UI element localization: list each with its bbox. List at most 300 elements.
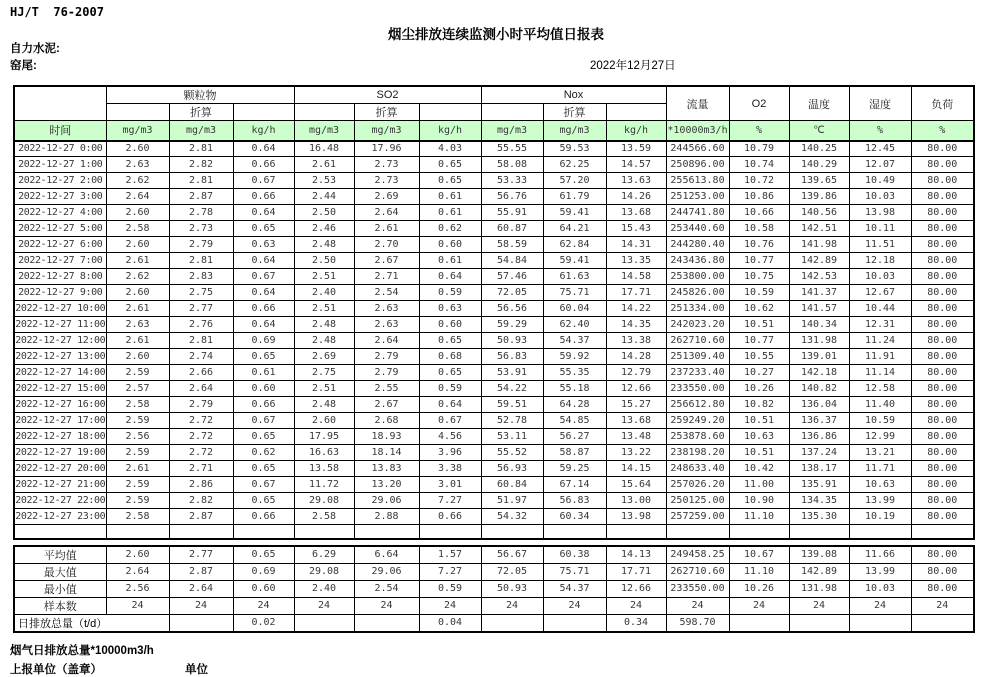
value-cell: 2.68 — [354, 413, 419, 429]
value-cell: 2.87 — [169, 509, 233, 525]
value-cell: 139.86 — [789, 189, 849, 205]
value-cell: 6.64 — [354, 546, 419, 564]
value-cell: 2.58 — [106, 397, 169, 413]
value-cell — [294, 614, 354, 632]
value-cell: 53.91 — [481, 365, 543, 381]
value-cell: 140.29 — [789, 157, 849, 173]
time-cell: 2022-12-27 21:00 — [14, 477, 106, 493]
time-cell: 2022-12-27 5:00 — [14, 221, 106, 237]
value-cell: 0.63 — [419, 301, 481, 317]
value-cell: 2.73 — [169, 221, 233, 237]
value-cell: 0.02 — [233, 614, 294, 632]
value-cell: 141.57 — [789, 301, 849, 317]
value-cell: 10.26 — [729, 381, 789, 397]
table-row — [14, 477, 974, 493]
value-cell: 14.35 — [606, 317, 666, 333]
time-cell: 2022-12-27 18:00 — [14, 429, 106, 445]
value-cell: 24 — [666, 597, 729, 614]
value-cell: 80.00 — [911, 429, 974, 445]
value-cell: 62.40 — [543, 317, 606, 333]
time-cell: 2022-12-27 13:00 — [14, 349, 106, 365]
value-cell: 0.68 — [419, 349, 481, 365]
value-cell: 55.91 — [481, 205, 543, 221]
value-cell: 10.63 — [849, 477, 911, 493]
value-cell: 59.29 — [481, 317, 543, 333]
value-cell: 59.25 — [543, 461, 606, 477]
value-cell: 2.60 — [106, 141, 169, 157]
unit-cell: ℃ — [789, 121, 849, 141]
value-cell: 2.61 — [294, 157, 354, 173]
value-cell: 0.60 — [419, 317, 481, 333]
value-cell: 2.63 — [106, 317, 169, 333]
table-row — [14, 301, 974, 317]
value-cell: 80.00 — [911, 563, 974, 580]
value-cell: 142.89 — [789, 253, 849, 269]
value-cell: 64.28 — [543, 397, 606, 413]
value-cell: 2.79 — [354, 365, 419, 381]
unit-cell: mg/m3 — [106, 121, 169, 141]
value-cell: 13.20 — [354, 477, 419, 493]
value-cell — [911, 614, 974, 632]
value-cell: 24 — [481, 597, 543, 614]
value-cell: 11.10 — [729, 509, 789, 525]
unit-cell: mg/m3 — [169, 121, 233, 141]
value-cell: 80.00 — [911, 493, 974, 509]
units-row — [14, 121, 974, 141]
value-cell: 2.75 — [294, 365, 354, 381]
value-cell: 80.00 — [911, 333, 974, 349]
value-cell: 13.98 — [849, 205, 911, 221]
value-cell: 139.65 — [789, 173, 849, 189]
value-cell: 60.34 — [543, 509, 606, 525]
empty-row — [14, 525, 974, 539]
value-cell: 2.40 — [294, 285, 354, 301]
value-cell: 0.66 — [233, 189, 294, 205]
value-cell: 14.31 — [606, 237, 666, 253]
flow-total-note: 烟气日排放总量*10000m3/h — [10, 645, 154, 657]
table-row — [14, 461, 974, 477]
value-cell: 0.67 — [233, 269, 294, 285]
value-cell: 17.71 — [606, 563, 666, 580]
value-cell: 11.40 — [849, 397, 911, 413]
time-cell: 2022-12-27 8:00 — [14, 269, 106, 285]
table-row — [14, 429, 974, 445]
value-cell: 136.04 — [789, 397, 849, 413]
value-cell: 0.69 — [233, 563, 294, 580]
value-cell: 14.58 — [606, 269, 666, 285]
value-cell: 13.83 — [354, 461, 419, 477]
value-cell: 0.65 — [419, 173, 481, 189]
value-cell: 0.65 — [233, 461, 294, 477]
value-cell — [481, 614, 543, 632]
value-cell: 12.67 — [849, 285, 911, 301]
value-cell: 11.71 — [849, 461, 911, 477]
table-row — [14, 413, 974, 429]
value-cell: 2.59 — [106, 493, 169, 509]
value-cell: 80.00 — [911, 365, 974, 381]
value-cell: 2.73 — [354, 173, 419, 189]
value-cell: 80.00 — [911, 461, 974, 477]
value-cell: 15.27 — [606, 397, 666, 413]
table-row — [14, 317, 974, 333]
unit-cell: kg/h — [419, 121, 481, 141]
value-cell: 136.86 — [789, 429, 849, 445]
value-cell: 10.76 — [729, 237, 789, 253]
value-cell: 2.62 — [106, 269, 169, 285]
value-cell: 13.63 — [606, 173, 666, 189]
value-cell: 0.69 — [233, 333, 294, 349]
value-cell: 0.64 — [419, 397, 481, 413]
value-cell: 6.29 — [294, 546, 354, 564]
value-cell: 24 — [911, 597, 974, 614]
value-cell: 13.38 — [606, 333, 666, 349]
value-cell: 12.18 — [849, 253, 911, 269]
value-cell: 0.66 — [233, 509, 294, 525]
value-cell: 13.35 — [606, 253, 666, 269]
time-cell: 2022-12-27 11:00 — [14, 317, 106, 333]
unit-cell: *10000m3/h — [666, 121, 729, 141]
value-cell: 29.06 — [354, 493, 419, 509]
summary-row — [14, 597, 974, 614]
value-cell: 29.08 — [294, 493, 354, 509]
value-cell: 141.37 — [789, 285, 849, 301]
value-cell: 2.78 — [169, 205, 233, 221]
time-cell: 2022-12-27 0:00 — [14, 141, 106, 157]
value-cell: 60.38 — [543, 546, 606, 564]
value-cell: 10.72 — [729, 173, 789, 189]
value-cell: 0.64 — [233, 317, 294, 333]
value-cell: 0.04 — [419, 614, 481, 632]
value-cell: 2.58 — [106, 221, 169, 237]
value-cell: 10.79 — [729, 141, 789, 157]
unit-cell: % — [911, 121, 974, 141]
value-cell: 80.00 — [911, 237, 974, 253]
value-cell: 15.43 — [606, 221, 666, 237]
value-cell: 13.98 — [606, 509, 666, 525]
value-cell: 50.93 — [481, 333, 543, 349]
value-cell: 14.15 — [606, 461, 666, 477]
summary-label: 样本数 — [14, 597, 106, 614]
value-cell: 10.44 — [849, 301, 911, 317]
value-cell: 257026.20 — [666, 477, 729, 493]
value-cell: 0.61 — [419, 253, 481, 269]
value-cell: 2.81 — [169, 173, 233, 189]
value-cell: 257259.00 — [666, 509, 729, 525]
value-cell: 140.25 — [789, 141, 849, 157]
value-cell: 0.65 — [233, 349, 294, 365]
value-cell: 2.72 — [169, 413, 233, 429]
value-cell: 2.64 — [106, 189, 169, 205]
value-cell: 2.79 — [169, 237, 233, 253]
table-row — [14, 173, 974, 189]
time-cell: 2022-12-27 3:00 — [14, 189, 106, 205]
value-cell: 251253.00 — [666, 189, 729, 205]
value-cell: 2.62 — [106, 173, 169, 189]
time-cell: 2022-12-27 1:00 — [14, 157, 106, 173]
value-cell: 67.14 — [543, 477, 606, 493]
value-cell: 2.77 — [169, 546, 233, 564]
value-cell: 10.77 — [729, 253, 789, 269]
value-cell: 10.82 — [729, 397, 789, 413]
value-cell: 10.03 — [849, 189, 911, 205]
value-cell: 80.00 — [911, 141, 974, 157]
value-cell: 58.87 — [543, 445, 606, 461]
value-cell: 60.87 — [481, 221, 543, 237]
value-cell: 24 — [106, 597, 169, 614]
value-cell: 0.62 — [419, 221, 481, 237]
value-cell: 2.70 — [354, 237, 419, 253]
value-cell: 2.71 — [354, 269, 419, 285]
value-cell: 0.60 — [233, 580, 294, 597]
value-cell: 2.71 — [169, 461, 233, 477]
value-cell: 2.61 — [106, 301, 169, 317]
value-cell: 248633.40 — [666, 461, 729, 477]
time-cell: 2022-12-27 9:00 — [14, 285, 106, 301]
value-cell: 10.19 — [849, 509, 911, 525]
table-row — [14, 141, 974, 157]
value-cell: 80.00 — [911, 477, 974, 493]
value-cell: 14.57 — [606, 157, 666, 173]
value-cell: 64.21 — [543, 221, 606, 237]
value-cell: 75.71 — [543, 285, 606, 301]
value-cell: 131.98 — [789, 580, 849, 597]
value-cell: 140.34 — [789, 317, 849, 333]
value-cell: 51.97 — [481, 493, 543, 509]
unit-cell: % — [849, 121, 911, 141]
value-cell: 140.56 — [789, 205, 849, 221]
value-cell: 10.77 — [729, 333, 789, 349]
value-cell: 50.93 — [481, 580, 543, 597]
value-cell: 2.61 — [106, 461, 169, 477]
value-cell: 141.98 — [789, 237, 849, 253]
value-cell: 14.13 — [606, 546, 666, 564]
value-cell — [789, 614, 849, 632]
summary-row — [14, 580, 974, 597]
page-title: 烟尘排放连续监测小时平均值日报表 — [388, 27, 604, 42]
table-row — [14, 493, 974, 509]
value-cell: 0.67 — [233, 413, 294, 429]
value-cell: 2.73 — [354, 157, 419, 173]
value-cell: 12.66 — [606, 381, 666, 397]
value-cell: 10.66 — [729, 205, 789, 221]
footer — [10, 642, 710, 677]
summary-row — [14, 563, 974, 580]
value-cell: 17.71 — [606, 285, 666, 301]
value-cell: 2.82 — [169, 157, 233, 173]
value-cell: 12.45 — [849, 141, 911, 157]
value-cell: 251334.00 — [666, 301, 729, 317]
col-group-nox: Nox — [481, 86, 666, 104]
value-cell: 142.89 — [789, 563, 849, 580]
value-cell: 56.76 — [481, 189, 543, 205]
time-cell: 2022-12-27 4:00 — [14, 205, 106, 221]
value-cell: 2.63 — [354, 301, 419, 317]
value-cell: 2.50 — [294, 253, 354, 269]
value-cell: 55.18 — [543, 381, 606, 397]
summary-row — [14, 546, 974, 564]
value-cell: 2.82 — [169, 493, 233, 509]
value-cell: 253800.00 — [666, 269, 729, 285]
value-cell: 7.27 — [419, 493, 481, 509]
value-cell: 142.53 — [789, 269, 849, 285]
value-cell: 62.84 — [543, 237, 606, 253]
value-cell: 80.00 — [911, 381, 974, 397]
value-cell: 56.83 — [543, 493, 606, 509]
value-cell: 2.79 — [354, 349, 419, 365]
value-cell: 12.31 — [849, 317, 911, 333]
table-row — [14, 269, 974, 285]
value-cell: 0.67 — [419, 413, 481, 429]
value-cell: 140.82 — [789, 381, 849, 397]
time-cell: 2022-12-27 22:00 — [14, 493, 106, 509]
value-cell: 0.64 — [233, 141, 294, 157]
value-cell: 18.93 — [354, 429, 419, 445]
value-cell: 259249.20 — [666, 413, 729, 429]
value-cell: 0.66 — [419, 509, 481, 525]
value-cell: 80.00 — [911, 445, 974, 461]
value-cell: 2.48 — [294, 317, 354, 333]
value-cell: 14.26 — [606, 189, 666, 205]
value-cell: 2.76 — [169, 317, 233, 333]
value-cell: 2.64 — [169, 381, 233, 397]
value-cell: 135.30 — [789, 509, 849, 525]
value-cell: 2.63 — [354, 317, 419, 333]
value-cell: 57.46 — [481, 269, 543, 285]
value-cell: 0.60 — [233, 381, 294, 397]
value-cell: 138.17 — [789, 461, 849, 477]
value-cell: 12.07 — [849, 157, 911, 173]
value-cell: 244280.40 — [666, 237, 729, 253]
value-cell: 2.51 — [294, 269, 354, 285]
value-cell: 29.08 — [294, 563, 354, 580]
value-cell: 0.60 — [419, 237, 481, 253]
value-cell: 10.67 — [729, 546, 789, 564]
value-cell: 0.66 — [233, 157, 294, 173]
value-cell: 142.18 — [789, 365, 849, 381]
value-cell: 58.08 — [481, 157, 543, 173]
value-cell: 0.66 — [233, 301, 294, 317]
value-cell: 0.61 — [233, 365, 294, 381]
value-cell: 10.75 — [729, 269, 789, 285]
value-cell: 80.00 — [911, 413, 974, 429]
value-cell: 2.40 — [294, 580, 354, 597]
value-cell: 2.87 — [169, 189, 233, 205]
value-cell: 10.86 — [729, 189, 789, 205]
value-cell: 10.51 — [729, 445, 789, 461]
table-row — [14, 509, 974, 525]
blank-cell — [294, 104, 354, 121]
value-cell: 62.25 — [543, 157, 606, 173]
daily-total-label: 日排放总量（t/d） — [14, 614, 169, 632]
value-cell: 57.20 — [543, 173, 606, 189]
value-cell: 72.05 — [481, 563, 543, 580]
time-cell: 2022-12-27 15:00 — [14, 381, 106, 397]
value-cell: 11.24 — [849, 333, 911, 349]
value-cell: 59.53 — [543, 141, 606, 157]
value-cell: 10.26 — [729, 580, 789, 597]
value-cell: 2.69 — [294, 349, 354, 365]
value-cell: 54.22 — [481, 381, 543, 397]
value-cell: 2.64 — [354, 205, 419, 221]
value-cell: 59.41 — [543, 253, 606, 269]
value-cell: 2.50 — [294, 205, 354, 221]
value-cell: 80.00 — [911, 253, 974, 269]
value-cell: 2.64 — [169, 580, 233, 597]
value-cell: 13.99 — [849, 563, 911, 580]
daily-total-row — [14, 614, 974, 632]
value-cell: 56.56 — [481, 301, 543, 317]
value-cell: 10.58 — [729, 221, 789, 237]
value-cell: 2.61 — [354, 221, 419, 237]
value-cell: 24 — [543, 597, 606, 614]
value-cell: 17.95 — [294, 429, 354, 445]
value-cell: 24 — [849, 597, 911, 614]
value-cell: 53.11 — [481, 429, 543, 445]
unit-cell: % — [729, 121, 789, 141]
value-cell: 2.53 — [294, 173, 354, 189]
table-row — [14, 333, 974, 349]
unit-cell: mg/m3 — [354, 121, 419, 141]
value-cell: 253440.60 — [666, 221, 729, 237]
value-cell: 2.77 — [169, 301, 233, 317]
col-o2: O2 — [729, 86, 789, 121]
value-cell: 233550.00 — [666, 580, 729, 597]
value-cell: 0.64 — [233, 285, 294, 301]
table-row — [14, 237, 974, 253]
table-row — [14, 349, 974, 365]
summary-label: 最大值 — [14, 563, 106, 580]
value-cell: 59.92 — [543, 349, 606, 365]
value-cell: 2.59 — [106, 365, 169, 381]
value-cell: 0.65 — [233, 429, 294, 445]
value-cell: 2.59 — [106, 477, 169, 493]
value-cell: 2.56 — [106, 429, 169, 445]
value-cell: 2.60 — [106, 237, 169, 253]
value-cell: 10.63 — [729, 429, 789, 445]
value-cell: 0.62 — [233, 445, 294, 461]
main-table — [13, 85, 975, 540]
value-cell: 3.96 — [419, 445, 481, 461]
value-cell: 60.84 — [481, 477, 543, 493]
value-cell: 598.70 — [666, 614, 729, 632]
time-cell: 2022-12-27 17:00 — [14, 413, 106, 429]
value-cell: 11.66 — [849, 546, 911, 564]
value-cell: 135.91 — [789, 477, 849, 493]
value-cell: 243436.80 — [666, 253, 729, 269]
value-cell: 2.72 — [169, 429, 233, 445]
value-cell — [543, 614, 606, 632]
value-cell: 0.63 — [233, 237, 294, 253]
value-cell: 10.62 — [729, 301, 789, 317]
site-label: 窑尾: — [10, 60, 37, 72]
so2-converted-label: 折算 — [354, 104, 419, 121]
value-cell: 11.91 — [849, 349, 911, 365]
value-cell: 2.61 — [106, 253, 169, 269]
value-cell: 0.66 — [233, 397, 294, 413]
value-cell: 13.58 — [294, 461, 354, 477]
value-cell: 2.79 — [169, 397, 233, 413]
value-cell: 2.69 — [354, 189, 419, 205]
blank-cell — [606, 104, 666, 121]
value-cell: 10.03 — [849, 269, 911, 285]
table-row — [14, 221, 974, 237]
value-cell: 24 — [294, 597, 354, 614]
value-cell: 0.67 — [233, 477, 294, 493]
value-cell: 12.99 — [849, 429, 911, 445]
value-cell — [169, 614, 233, 632]
value-cell: 2.74 — [169, 349, 233, 365]
value-cell: 139.08 — [789, 546, 849, 564]
